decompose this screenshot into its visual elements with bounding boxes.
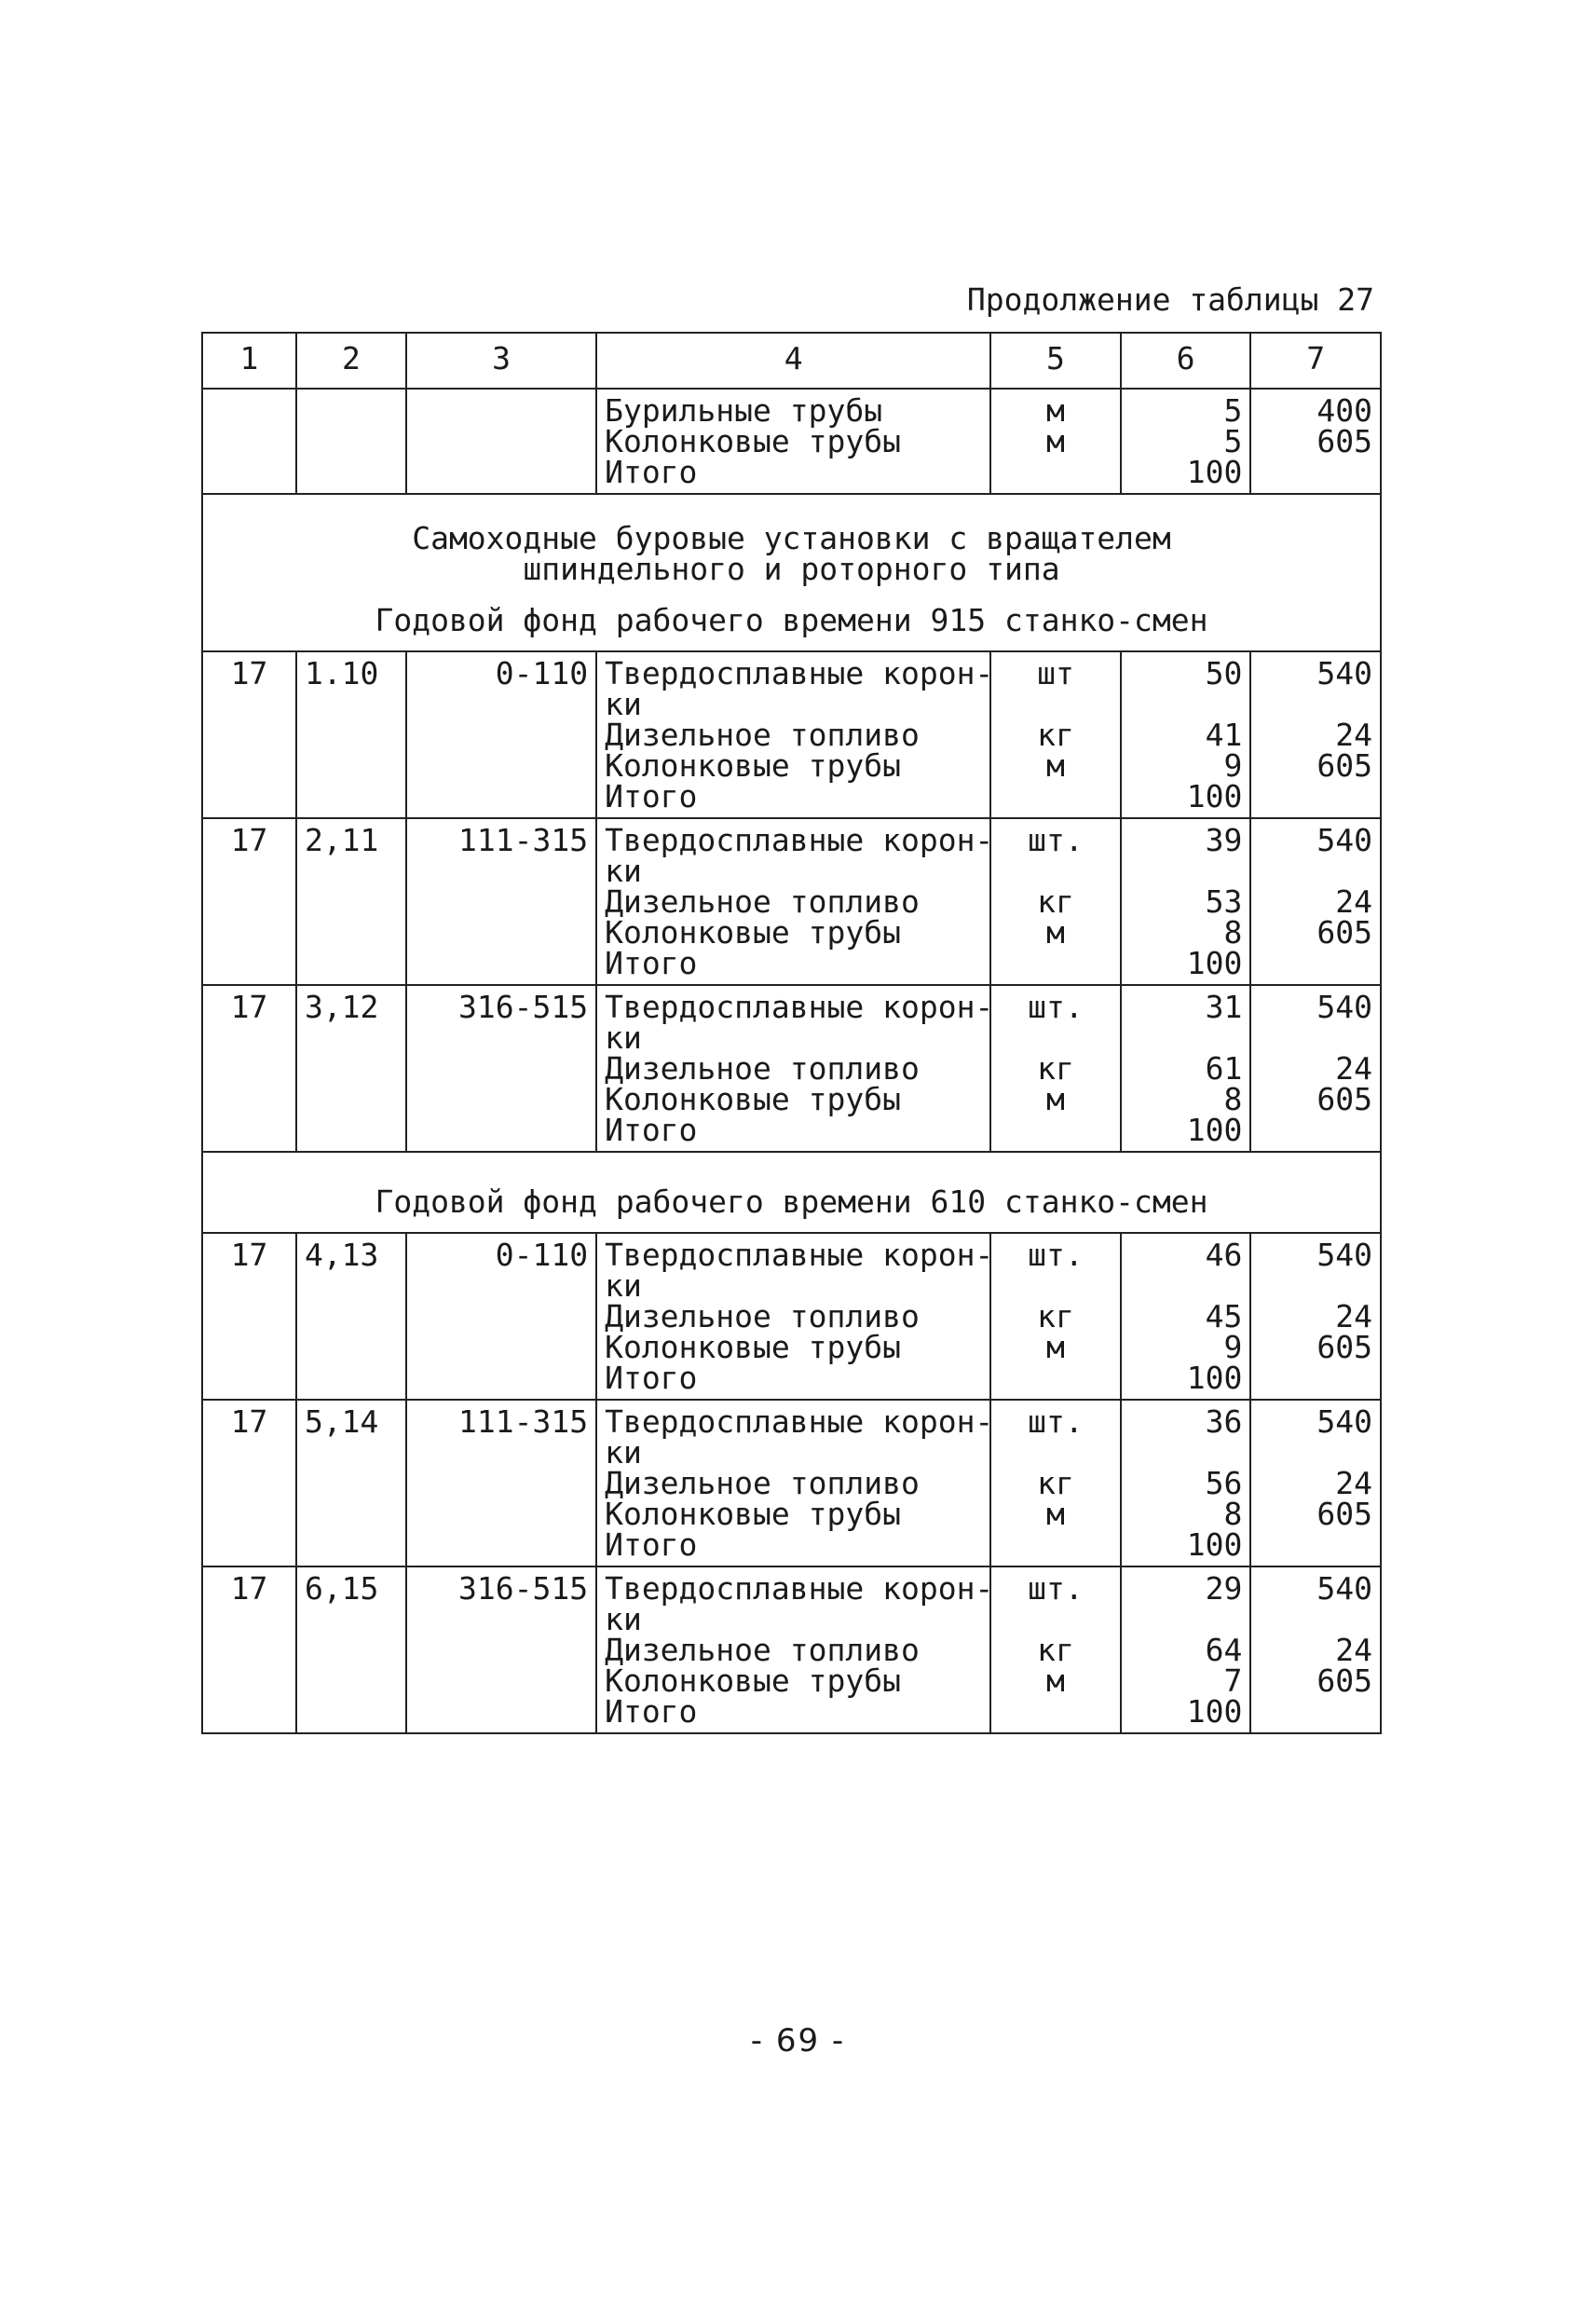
materials-table [201,332,1382,1734]
cell-col-1 [202,389,296,494]
cell-col-7 [1250,1566,1381,1733]
cell-material-line: Итого [605,1112,698,1148]
cell-material-line: Дизельное топливо [605,883,920,920]
cell-col-1: 17 [202,985,296,1152]
header-col-5: 5 [990,333,1121,389]
cell-material-line: Твердосплавные корон- [605,1237,994,1273]
cell-col-2: 5,14 [296,1400,406,1566]
cell-col-2: 2,11 [296,818,406,985]
cell-unit-line: м [1046,1662,1065,1699]
cell-col-7-line: 605 [1316,1662,1372,1699]
cell-col-7-line [1259,855,1372,886]
cell-unit-line: м [1046,1081,1065,1117]
cell-col-1: 17 [202,818,296,985]
cell-material-line: ки [605,853,642,889]
section-title-line-1: Самоходные буровые установки с вращателем [412,520,1171,556]
cell-col-6-line: 64 [1205,1632,1243,1668]
cell-unit-line: м [1046,1329,1065,1365]
cell-col-3: 0-110 [406,1233,596,1400]
cell-unit-line: м [1046,1496,1065,1532]
header-col-1: 1 [202,333,296,389]
cell-material-line: Твердосплавные корон- [605,989,994,1025]
cell-material [596,985,994,1152]
cell-col-7-line: 24 [1335,883,1372,920]
cell-col-6-line: 100 [1186,1360,1243,1396]
cell-col-6-line: 8 [1223,1496,1243,1532]
cell-col-1: 17 [202,1400,296,1566]
cell-unit-line [999,855,1112,886]
cell-col-7-line: 605 [1316,423,1372,459]
cell-col-6-line: 5 [1223,423,1243,459]
cell-col-6-line [1129,689,1243,719]
cell-col-7 [1250,1233,1381,1400]
cell-material-line: Итого [605,945,698,981]
cell-unit-line: кг [1037,717,1074,753]
cell-col-7 [1250,389,1381,494]
cell-material-line: Колонковые трубы [605,914,901,951]
cell-unit-line: шт. [1028,1403,1084,1440]
cell-col-7 [1250,651,1381,818]
cell-unit-line [999,457,1112,487]
cell-col-7-line: 605 [1316,914,1372,951]
table-row [202,651,1381,818]
cell-col-3: 111-315 [406,818,596,985]
cell-col-6-line [1129,1270,1243,1301]
cell-unit-line: м [1046,914,1065,951]
section-fund-610: Годовой фонд рабочего времени 610 станко-смен [375,1183,1208,1220]
cell-col-7-line: 540 [1316,822,1372,858]
cell-col-6-line: 61 [1205,1050,1243,1087]
header-col-2: 2 [296,333,406,389]
cell-col-7-line: 24 [1335,1050,1372,1087]
cell-material-line: Твердосплавные корон- [605,822,994,858]
cell-material-line: Итого [605,778,698,814]
cell-unit-line: кг [1037,1632,1074,1668]
cell-unit [990,1400,1121,1566]
cell-unit-line: шт. [1028,1237,1084,1273]
cell-col-6-line: 29 [1205,1570,1243,1607]
section-heading [202,1152,1381,1233]
cell-col-7-line: 540 [1316,1237,1372,1273]
cell-material [596,1400,994,1566]
cell-col-6-line: 9 [1223,747,1243,784]
cell-col-7-line: 605 [1316,747,1372,784]
cell-material-line: Колонковые трубы [605,1496,901,1532]
cell-col-7-line [1259,457,1372,487]
cell-col-6-line: 36 [1205,1403,1243,1440]
cell-unit-line: кг [1037,1050,1074,1087]
cell-col-6 [1121,651,1251,818]
cell-material [596,651,994,818]
cell-col-6-line [1129,1022,1243,1053]
cell-material-line: Дизельное топливо [605,1298,920,1334]
cell-material-line: Итого [605,1360,698,1396]
cell-unit-line: кг [1037,1465,1074,1501]
cell-col-7-line [1259,1437,1372,1468]
header-col-3: 3 [406,333,596,389]
cell-material-line: Итого [605,1693,698,1730]
cell-col-6-line [1129,855,1243,886]
cell-col-6 [1121,1233,1251,1400]
cell-col-2 [296,389,406,494]
cell-material [596,818,994,985]
cell-unit-line: шт [1037,655,1074,691]
cell-col-7-line [1259,1022,1372,1053]
cell-material [596,389,990,494]
cell-unit-line: шт. [1028,989,1084,1025]
cell-unit-line: кг [1037,883,1074,920]
cell-unit-line [999,1270,1112,1301]
cell-col-7-line [1259,1604,1372,1635]
section-heading-row [202,494,1381,651]
cell-col-2: 1.10 [296,651,406,818]
page-number: - 69 - [750,2022,846,2059]
table-row [202,818,1381,985]
section-fund-915: Годовой фонд рабочего времени 915 станко-смен [375,602,1208,638]
cell-material [596,1233,994,1400]
cell-col-6-line: 100 [1186,945,1243,981]
cell-unit [990,1566,1121,1733]
cell-col-2: 6,15 [296,1566,406,1733]
cell-col-6 [1121,985,1251,1152]
cell-col-6-line: 50 [1205,655,1243,691]
cell-material-line: ки [605,1267,642,1304]
cell-col-7-line: 24 [1335,1465,1372,1501]
cell-unit [990,985,1121,1152]
cell-col-3: 316-515 [406,1566,596,1733]
cell-col-6-line: 100 [1186,1112,1243,1148]
cell-material-line: ки [605,686,642,722]
cell-material-line: Дизельное топливо [605,1632,920,1668]
cell-col-7-line: 605 [1316,1329,1372,1365]
cell-unit-line [999,948,1112,978]
cell-material-line: Дизельное топливо [605,1465,920,1501]
cell-unit-line: шт. [1028,1570,1084,1607]
section-heading [202,494,1381,651]
cell-unit [990,818,1121,985]
cell-col-6 [1121,389,1251,494]
cell-col-6-line: 41 [1205,717,1243,753]
cell-unit-line [999,1437,1112,1468]
cell-col-6-line: 100 [1186,454,1243,490]
cell-col-6-line: 8 [1223,914,1243,951]
cell-col-1: 17 [202,651,296,818]
cell-col-1: 17 [202,1566,296,1733]
cell-col-7-line [1259,1529,1372,1560]
cell-col-2: 4,13 [296,1233,406,1400]
cell-col-7-line: 605 [1316,1081,1372,1117]
cell-unit-line [999,1022,1112,1053]
cell-col-6 [1121,1566,1251,1733]
cell-unit-line: шт. [1028,822,1084,858]
cell-material-line: Итого [605,1526,698,1563]
cell-col-6-line: 100 [1186,778,1243,814]
cell-unit-line [999,1115,1112,1145]
cell-unit-line [999,689,1112,719]
cell-col-7-line [1259,1696,1372,1727]
cell-unit-line [999,1604,1112,1635]
cell-material-line: Твердосплавные корон- [605,1403,994,1440]
cell-col-3 [406,389,596,494]
cell-col-1: 17 [202,1233,296,1400]
cell-col-7-line [1259,1362,1372,1393]
cell-col-6-line: 100 [1186,1693,1243,1730]
cell-material-line: Колонковые трубы [605,423,901,459]
cell-col-6-line [1129,1604,1243,1635]
cell-unit-line [999,1362,1112,1393]
cell-col-6-line: 7 [1223,1662,1243,1699]
cell-unit-line [999,1529,1112,1560]
cell-col-6-line: 53 [1205,883,1243,920]
section-heading-row [202,1152,1381,1233]
cell-unit [990,651,1121,818]
cell-col-3: 316-515 [406,985,596,1152]
cell-col-6-line: 46 [1205,1237,1243,1273]
cell-unit [990,389,1121,494]
table-row [202,1233,1381,1400]
table-row [202,985,1381,1152]
table-caption: Продолжение таблицы 27 [966,281,1374,318]
cell-col-3: 0-110 [406,651,596,818]
section-title-line-2: шпиндельного и роторного типа [523,551,1060,587]
cell-col-2: 3,12 [296,985,406,1152]
cell-col-6-line: 56 [1205,1465,1243,1501]
table-row [202,389,1381,494]
cell-material-line: Колонковые трубы [605,1081,901,1117]
cell-material [596,1566,994,1733]
cell-material-line: Колонковые трубы [605,1662,901,1699]
cell-col-7-line: 24 [1335,1298,1372,1334]
cell-material-line: Итого [605,454,698,490]
cell-unit [990,1233,1121,1400]
table-row [202,1400,1381,1566]
cell-col-6-line: 5 [1223,392,1243,429]
cell-col-6 [1121,1400,1251,1566]
cell-col-7-line [1259,781,1372,812]
cell-material-line: Колонковые трубы [605,747,901,784]
cell-unit-line: м [1046,392,1065,429]
cell-material-line: Дизельное топливо [605,1050,920,1087]
cell-col-7 [1250,818,1381,985]
cell-material-line: Твердосплавные корон- [605,1570,994,1607]
cell-col-7-line: 540 [1316,989,1372,1025]
cell-col-7-line: 605 [1316,1496,1372,1532]
cell-unit-line: м [1046,423,1065,459]
cell-material-line: Колонковые трубы [605,1329,901,1365]
cell-col-6-line [1129,1437,1243,1468]
cell-col-6-line: 9 [1223,1329,1243,1365]
cell-col-7-line [1259,1115,1372,1145]
header-col-6: 6 [1121,333,1251,389]
cell-col-7-line: 400 [1316,392,1372,429]
cell-col-3: 111-315 [406,1400,596,1566]
cell-col-7-line: 540 [1316,1570,1372,1607]
cell-unit-line [999,1696,1112,1727]
cell-material-line: ки [605,1434,642,1471]
cell-col-7-line: 24 [1335,717,1372,753]
table-row [202,1566,1381,1733]
cell-col-7-line [1259,948,1372,978]
cell-col-6-line: 39 [1205,822,1243,858]
cell-col-7 [1250,1400,1381,1566]
cell-material-line: Твердосплавные корон- [605,655,994,691]
cell-col-6-line: 100 [1186,1526,1243,1563]
header-col-4: 4 [596,333,990,389]
cell-material-line: ки [605,1601,642,1637]
cell-material-line: Бурильные трубы [605,392,883,429]
cell-col-7-line [1259,689,1372,719]
cell-col-6-line: 8 [1223,1081,1243,1117]
cell-material-line: ки [605,1019,642,1056]
cell-col-6-line: 31 [1205,989,1243,1025]
cell-col-7-line: 540 [1316,1403,1372,1440]
cell-col-7-line: 24 [1335,1632,1372,1668]
cell-material-line: Дизельное топливо [605,717,920,753]
cell-col-6 [1121,818,1251,985]
cell-col-6-line: 45 [1205,1298,1243,1334]
cell-col-7-line [1259,1270,1372,1301]
cell-col-7-line: 540 [1316,655,1372,691]
cell-unit-line [999,781,1112,812]
cell-unit-line: кг [1037,1298,1074,1334]
header-col-7: 7 [1250,333,1381,389]
table-header-row [202,333,1381,389]
cell-unit-line: м [1046,747,1065,784]
cell-col-7 [1250,985,1381,1152]
